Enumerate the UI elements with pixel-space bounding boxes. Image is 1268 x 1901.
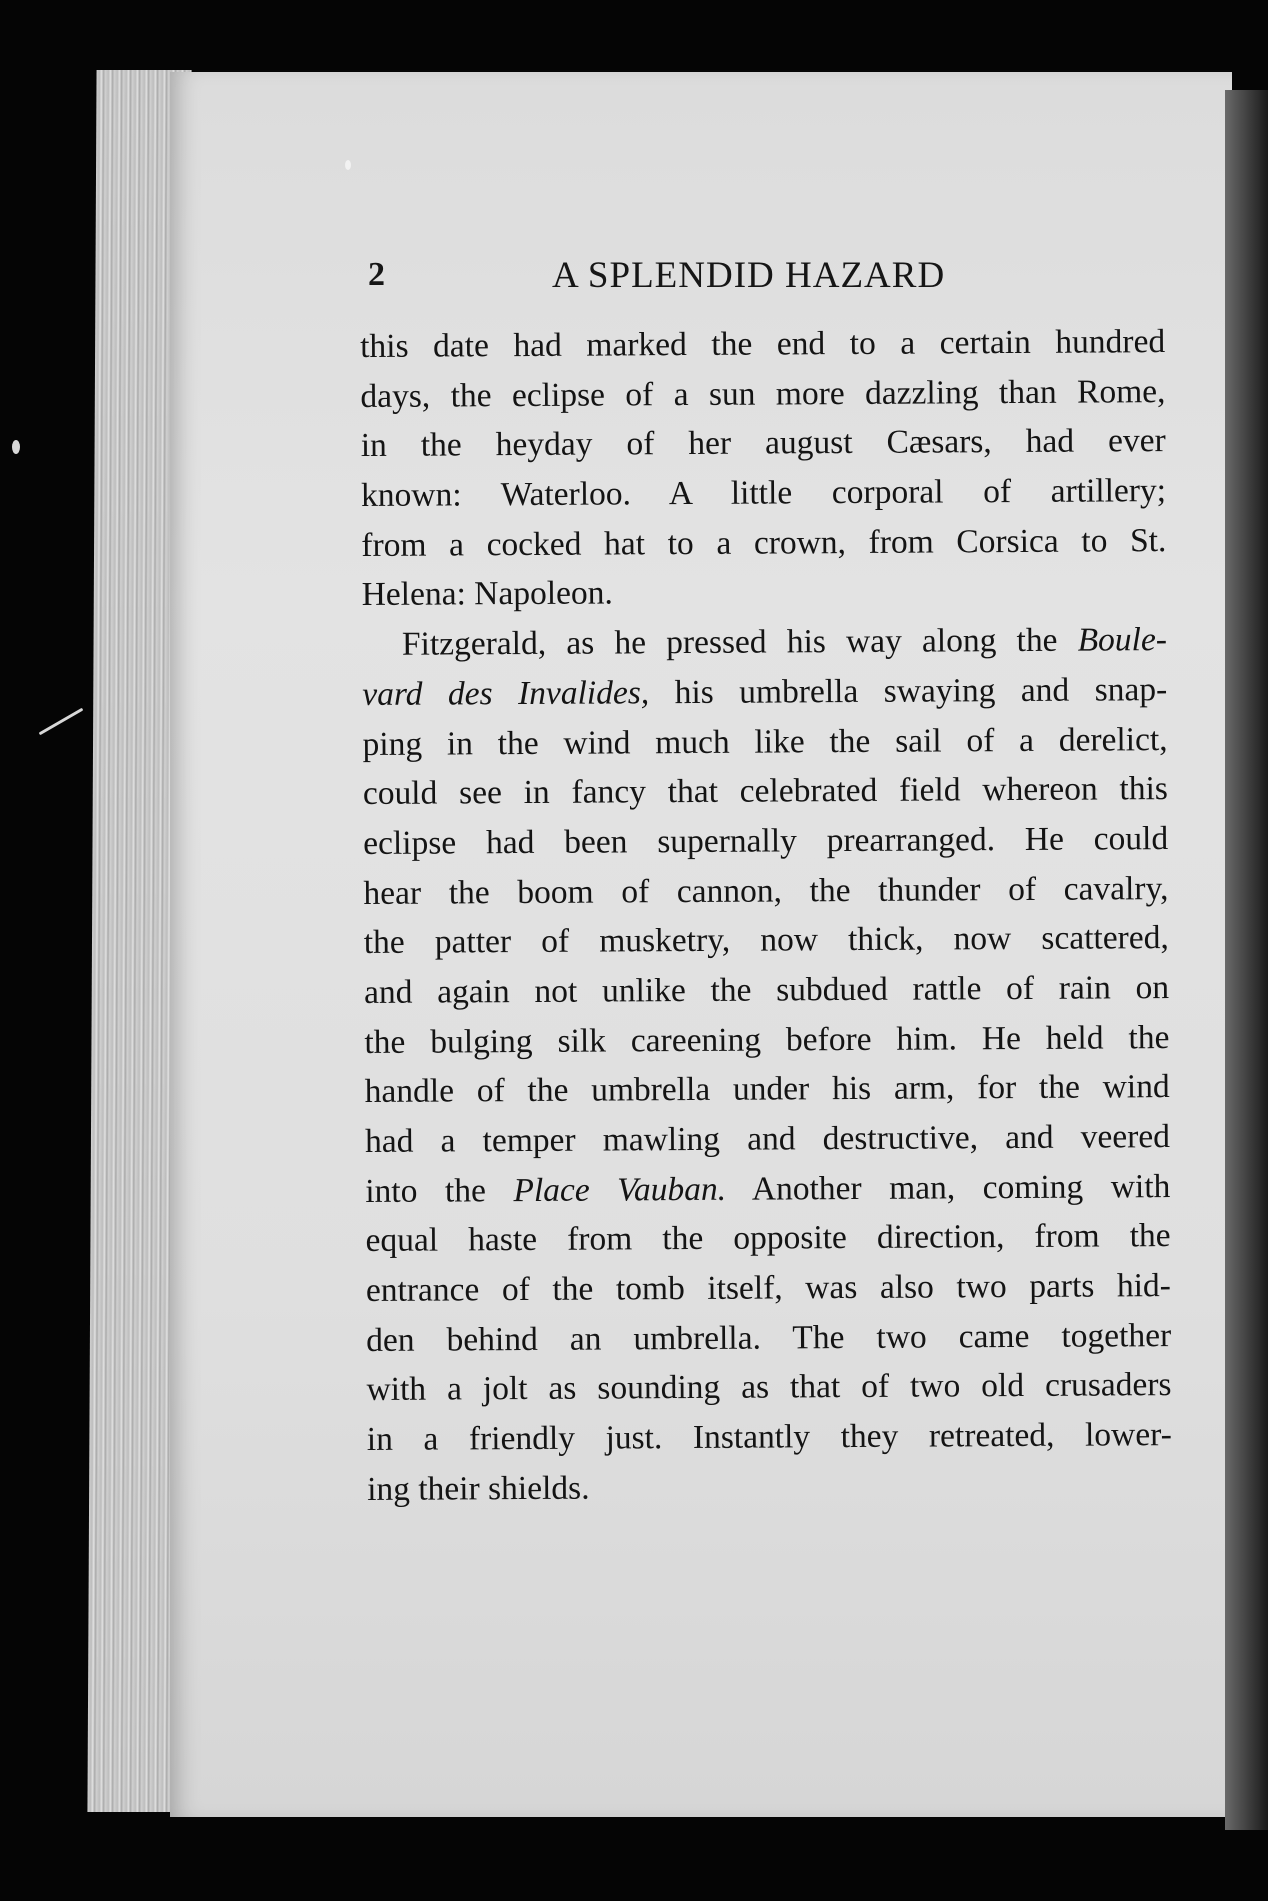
text-line: and again not unlike the subdued rattle of rain on: [363, 969, 1170, 1011]
text-line: [365, 1162, 1170, 1217]
running-head: [0, 250, 1268, 310]
text-line: could see in fancy that celebrated field whereon this: [362, 770, 1168, 813]
text-line: Helena: Napoleon.: [361, 574, 613, 614]
text-line: ing their shields.: [367, 1469, 590, 1508]
body-text: [360, 317, 1172, 1514]
text-run: Another man, coming with: [751, 1167, 1171, 1208]
page-number: 2: [368, 256, 385, 293]
text-run: into the: [365, 1171, 487, 1210]
text-line: entrance of the tomb itself, was also two parts hid-: [365, 1267, 1172, 1310]
text-line: in a friendly just. Instantly they retreated, lower-: [366, 1416, 1172, 1459]
text-run: his umbrella swaying and snap-: [674, 670, 1168, 711]
scan-speck: [345, 160, 351, 170]
text-line: with a jolt as sounding as that of two old crusaders: [366, 1366, 1172, 1409]
paragraph: [360, 317, 1167, 620]
text-run: Fitzgerald, as he pressed his way along the: [401, 621, 1058, 663]
text-line: equal haste from the opposite direction, from the: [365, 1217, 1171, 1260]
italic-text: vard des Invalides,: [362, 674, 650, 713]
text-line: known: Waterloo. A little corporal of artillery;: [360, 472, 1167, 515]
text-line: [362, 665, 1167, 720]
text-line: in the heyday of her august Cæsars, had ever: [360, 422, 1166, 465]
text-line: from a cocked hat to a crown, from Corsica to St.: [361, 521, 1167, 564]
text-line: hear the boom of cannon, the thunder of cavalry,: [363, 869, 1169, 912]
book-title: A SPLENDID HAZARD: [552, 255, 946, 296]
text-line: ping in the wind much like the sail of a derelict,: [362, 720, 1168, 763]
text-line: [362, 615, 1167, 670]
text-line: handle of the umbrella under his arm, for the wind: [364, 1068, 1170, 1111]
text-line: the bulging silk careening before him. He held the: [364, 1018, 1170, 1061]
text-line: had a temper mawling and destructive, and veered: [364, 1118, 1171, 1160]
text-line: this date had marked the end to a certain hundred: [360, 323, 1166, 365]
text-line: days, the eclipse of a sun more dazzling than Rome,: [360, 372, 1166, 415]
scan-speck: [39, 708, 84, 736]
paragraph: [362, 615, 1172, 1514]
text-line: den behind an umbrella. The two came together: [366, 1316, 1172, 1359]
italic-text: Place Vauban.: [513, 1170, 727, 1209]
italic-text: Boule-: [1077, 621, 1168, 659]
text-line: the patter of musketry, now thick, now scattered,: [363, 919, 1169, 962]
text-line: eclipse had been supernally prearranged. He could: [363, 819, 1169, 862]
page-gutter-shadow: [1225, 90, 1268, 1830]
scan-speck: [12, 440, 20, 454]
